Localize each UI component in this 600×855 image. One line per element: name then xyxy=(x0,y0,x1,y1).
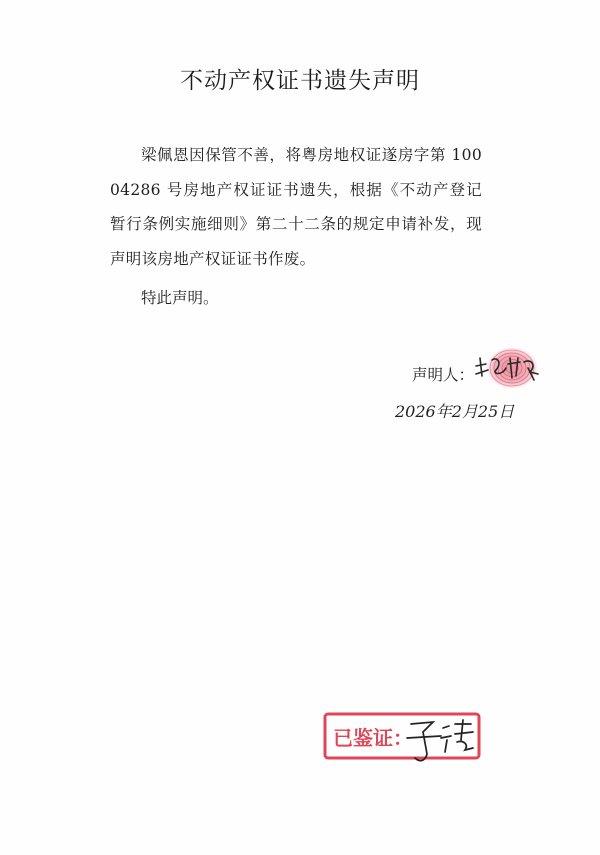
document-title: 不动产权证书遗失声明 xyxy=(180,68,420,94)
svg-text:已鉴证：: 已鉴证： xyxy=(333,726,413,750)
stamp-icon xyxy=(323,710,483,772)
declarant-signature xyxy=(472,344,552,394)
fingerprint-icon xyxy=(472,344,552,394)
closing-statement: 特此声明。 xyxy=(141,289,219,307)
verification-stamp xyxy=(323,710,483,772)
declaration-body: 梁佩恩因保管不善，将粤房地权证遂房字第 10004286 号房地产权证证书遗失，根据《不动产登记暂行条例实施细则》第二十二条的规定申请补发，现声明该房地产权证证书作废。 xyxy=(110,146,482,268)
declarant-line xyxy=(412,358,474,391)
declarant-label: 声明人： xyxy=(412,366,475,384)
declaration-date: 2026年2月25日 xyxy=(395,402,515,421)
